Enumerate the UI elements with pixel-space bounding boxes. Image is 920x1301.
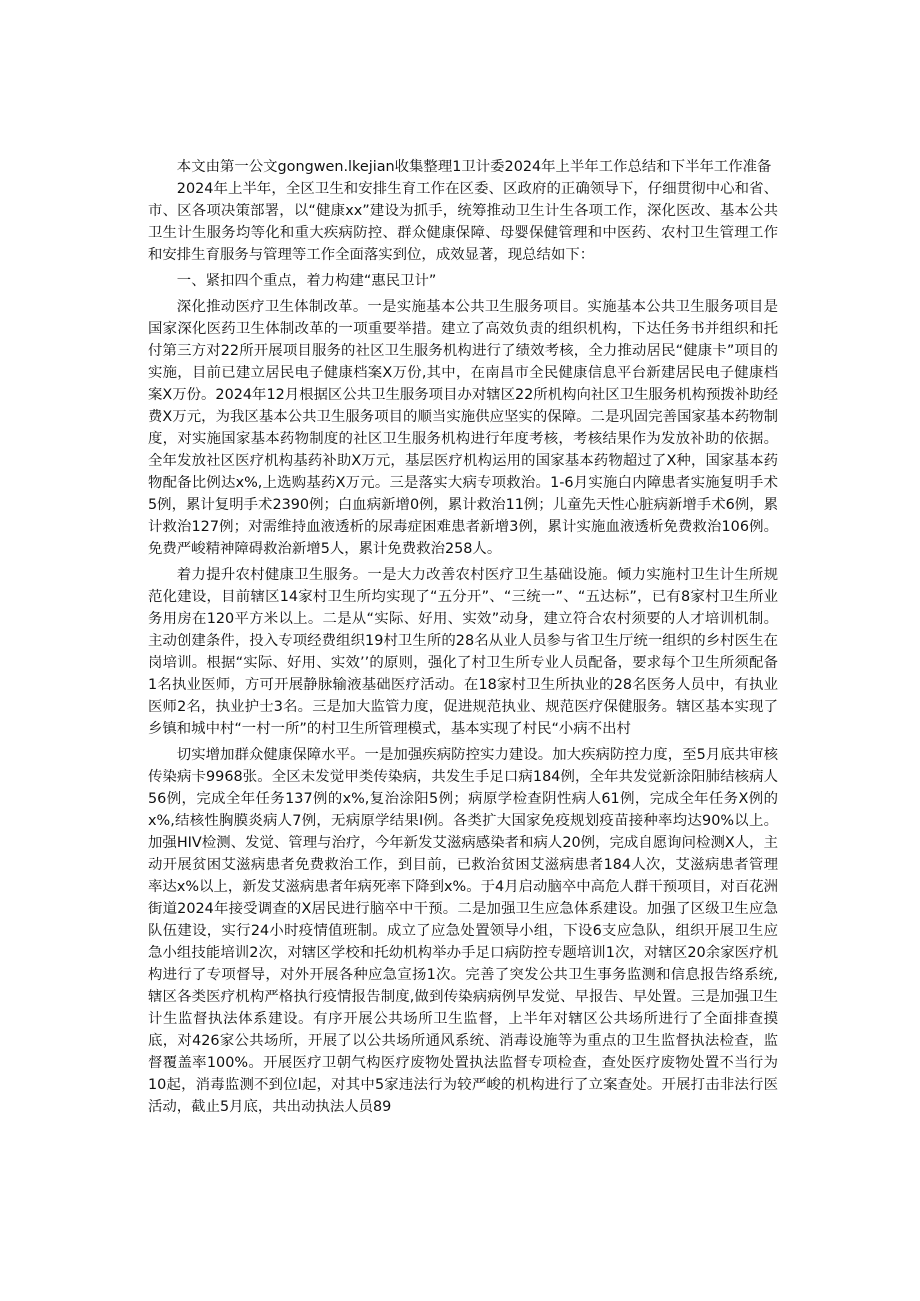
document-body <box>148 156 778 1118</box>
paragraph-rural-health: 着力提升农村健康卫生服务。一是大力改善农村医疗卫生基础设施。倾力实施村卫生计生所规范化建设，目前辖区14家村卫生所均实现了“五分开”、“三统一”、“五达标”，已有8家村卫生所业务用房在120平方米以上。二是从“实际、好用、实效”动身，建立符合农村须要的人才培训机制。主动创建条件，投入专项经费组织19村卫生所的28名从业人员参与省卫生厅统一组织的乡村医生在岗培训。根据“实际、好用、实效’’的原则，强化了村卫生所专业人员配备，要求每个卫生所须配备1名执业医师，方可开展静脉输液基础医疗活动。在18家村卫生所执业的28名医务人员中，有执业医师2名，执业护士3名。三是加大监管力度，促进规范执业、规范医疗保健服务。辖区基本实现了乡镇和城中村“一村一所”的村卫生所管理模式，基本实现了村民“小病不出村 <box>148 567 778 737</box>
paragraph-healthcare-reform: 深化推动医疗卫生体制改革。一是实施基本公共卫生服务项目。实施基本公共卫生服务项目是国家深化医药卫生体制改革的一项重要举措。建立了高效负责的组织机构，下达任务书并组织和托付第三方对22所开展项目服务的社区卫生服务机构进行了绩效考核，全力推动居民“健康卡”项目的实施，目前已建立居民电子健康档案X万份,其中，在南昌市全民健康信息平台新建居民电子健康档案X万份。2024年12月根据区公共卫生服务项目办对辖区22所机构向社区卫生服务机构预拨补助经费X万元，为我区基本公共卫生服务项目的顺当实施供应坚实的保障。二是巩固完善国家基本药物制度，对实施国家基本药物制度的社区卫生服务机构进行年度考核，考核结果作为发放补助的依据。全年发放社区医疗机构基药补助X万元，基层医疗机构运用的国家基本药物超过了X种，国家基本药物配备比例达x%,上选购基药X万元。三是落实大病专项救治。1-6月实施白内障患者实施复明手术5例，累计复明手术2390例；白血病新增0例，累计救治11例；儿童先天性心脏病新增手术6例，累计救治127例；对需维持血液透析的尿毒症困难患者新增3例，累计实施血液透析免费救治106例。免费严峻精神障碍救治新增5人，累计免费救治258人。 <box>148 299 778 557</box>
intro-paragraph: 2024年上半年，全区卫生和安排生育工作在区委、区政府的正确领导下，仔细贯彻中心和省、市、区各项决策部署，以“健康xx”建设为抓手，统筹推动卫生计生各项工作，深化医改、基本公共卫生计生服务均等化和重大疾病防控、群众健康保障、母婴保健管理和中医药、农村卫生管理工作和安排生育服务与管理等工作全面落实到位，成效显著，现总结如下： <box>148 181 778 263</box>
document-title-line: 本文由第一公文gongwen.lkejian收集整理1卫计委2024年上半年工作总结和下半年工作准备 <box>176 159 772 175</box>
paragraph-health-security: 切实增加群众健康保障水平。一是加强疾病防控实力建设。加大疾病防控力度，至5月底共审核传染病卡9968张。全区未发觉甲类传染病，共发生手足口病184例，全年共发觉新涂阳肺结核病人56例，完成全年任务137例的x%,复治涂阳5例；病原学检查阴性病人61例，完成全年任务X例的x%,结核性胸膜炎病人7例，无病原学结果I例。各类扩大国家免疫规划疫苗接种率均达90%以上。加强HIV检测、发觉、管理与治疗，今年新发艾滋病感染者和病人20例，完成自愿询问检测X人，主动开展贫困艾滋病患者免费救治工作，到目前，已救治贫困艾滋病患者184人次，艾滋病患者管理率达x%以上，新发艾滋病患者年病死率下降到x%。于4月启动脑卒中高危人群干预项目，对百花洲街道2024年接受调查的X居民进行脑卒中干预。二是加强卫生应急体系建设。加强了区级卫生应急队伍建设，实行24小时疫情值班制。成立了应急处置领导小组，下设6支应急队，组织开展卫生应急小组技能培训2次，对辖区学校和托幼机构举办手足口病防控专题培训1次，对辖区20余家医疗机构进行了专项督导，对外开展各种应急宣扬1次。完善了突发公共卫生事务监测和信息报告络系统,辖区各类医疗机构严格执行疫情报告制度,做到传染病病例早发觉、早报告、早处置。三是加强卫生计生监督执法体系建设。有序开展公共场所卫生监督，上半年对辖区公共场所进行了全面排查摸底，对426家公共场所，开展了以公共场所通风系统、消毒设施等为重点的卫生监督执法检查，监督覆盖率100%。开展医疗卫朝气构医疗废物处置执法监督专项检查，查处医疗废物处置不当行为10起，消毒监测不到位l起，对其中5家违法行为较严峻的机构进行了立案查处。开展打击非法行医活动，截止5月底，共出动执法人员89 <box>148 747 778 1115</box>
section-heading: 一、紧扣四个重点，着力构建“惠民卫计” <box>176 273 437 289</box>
